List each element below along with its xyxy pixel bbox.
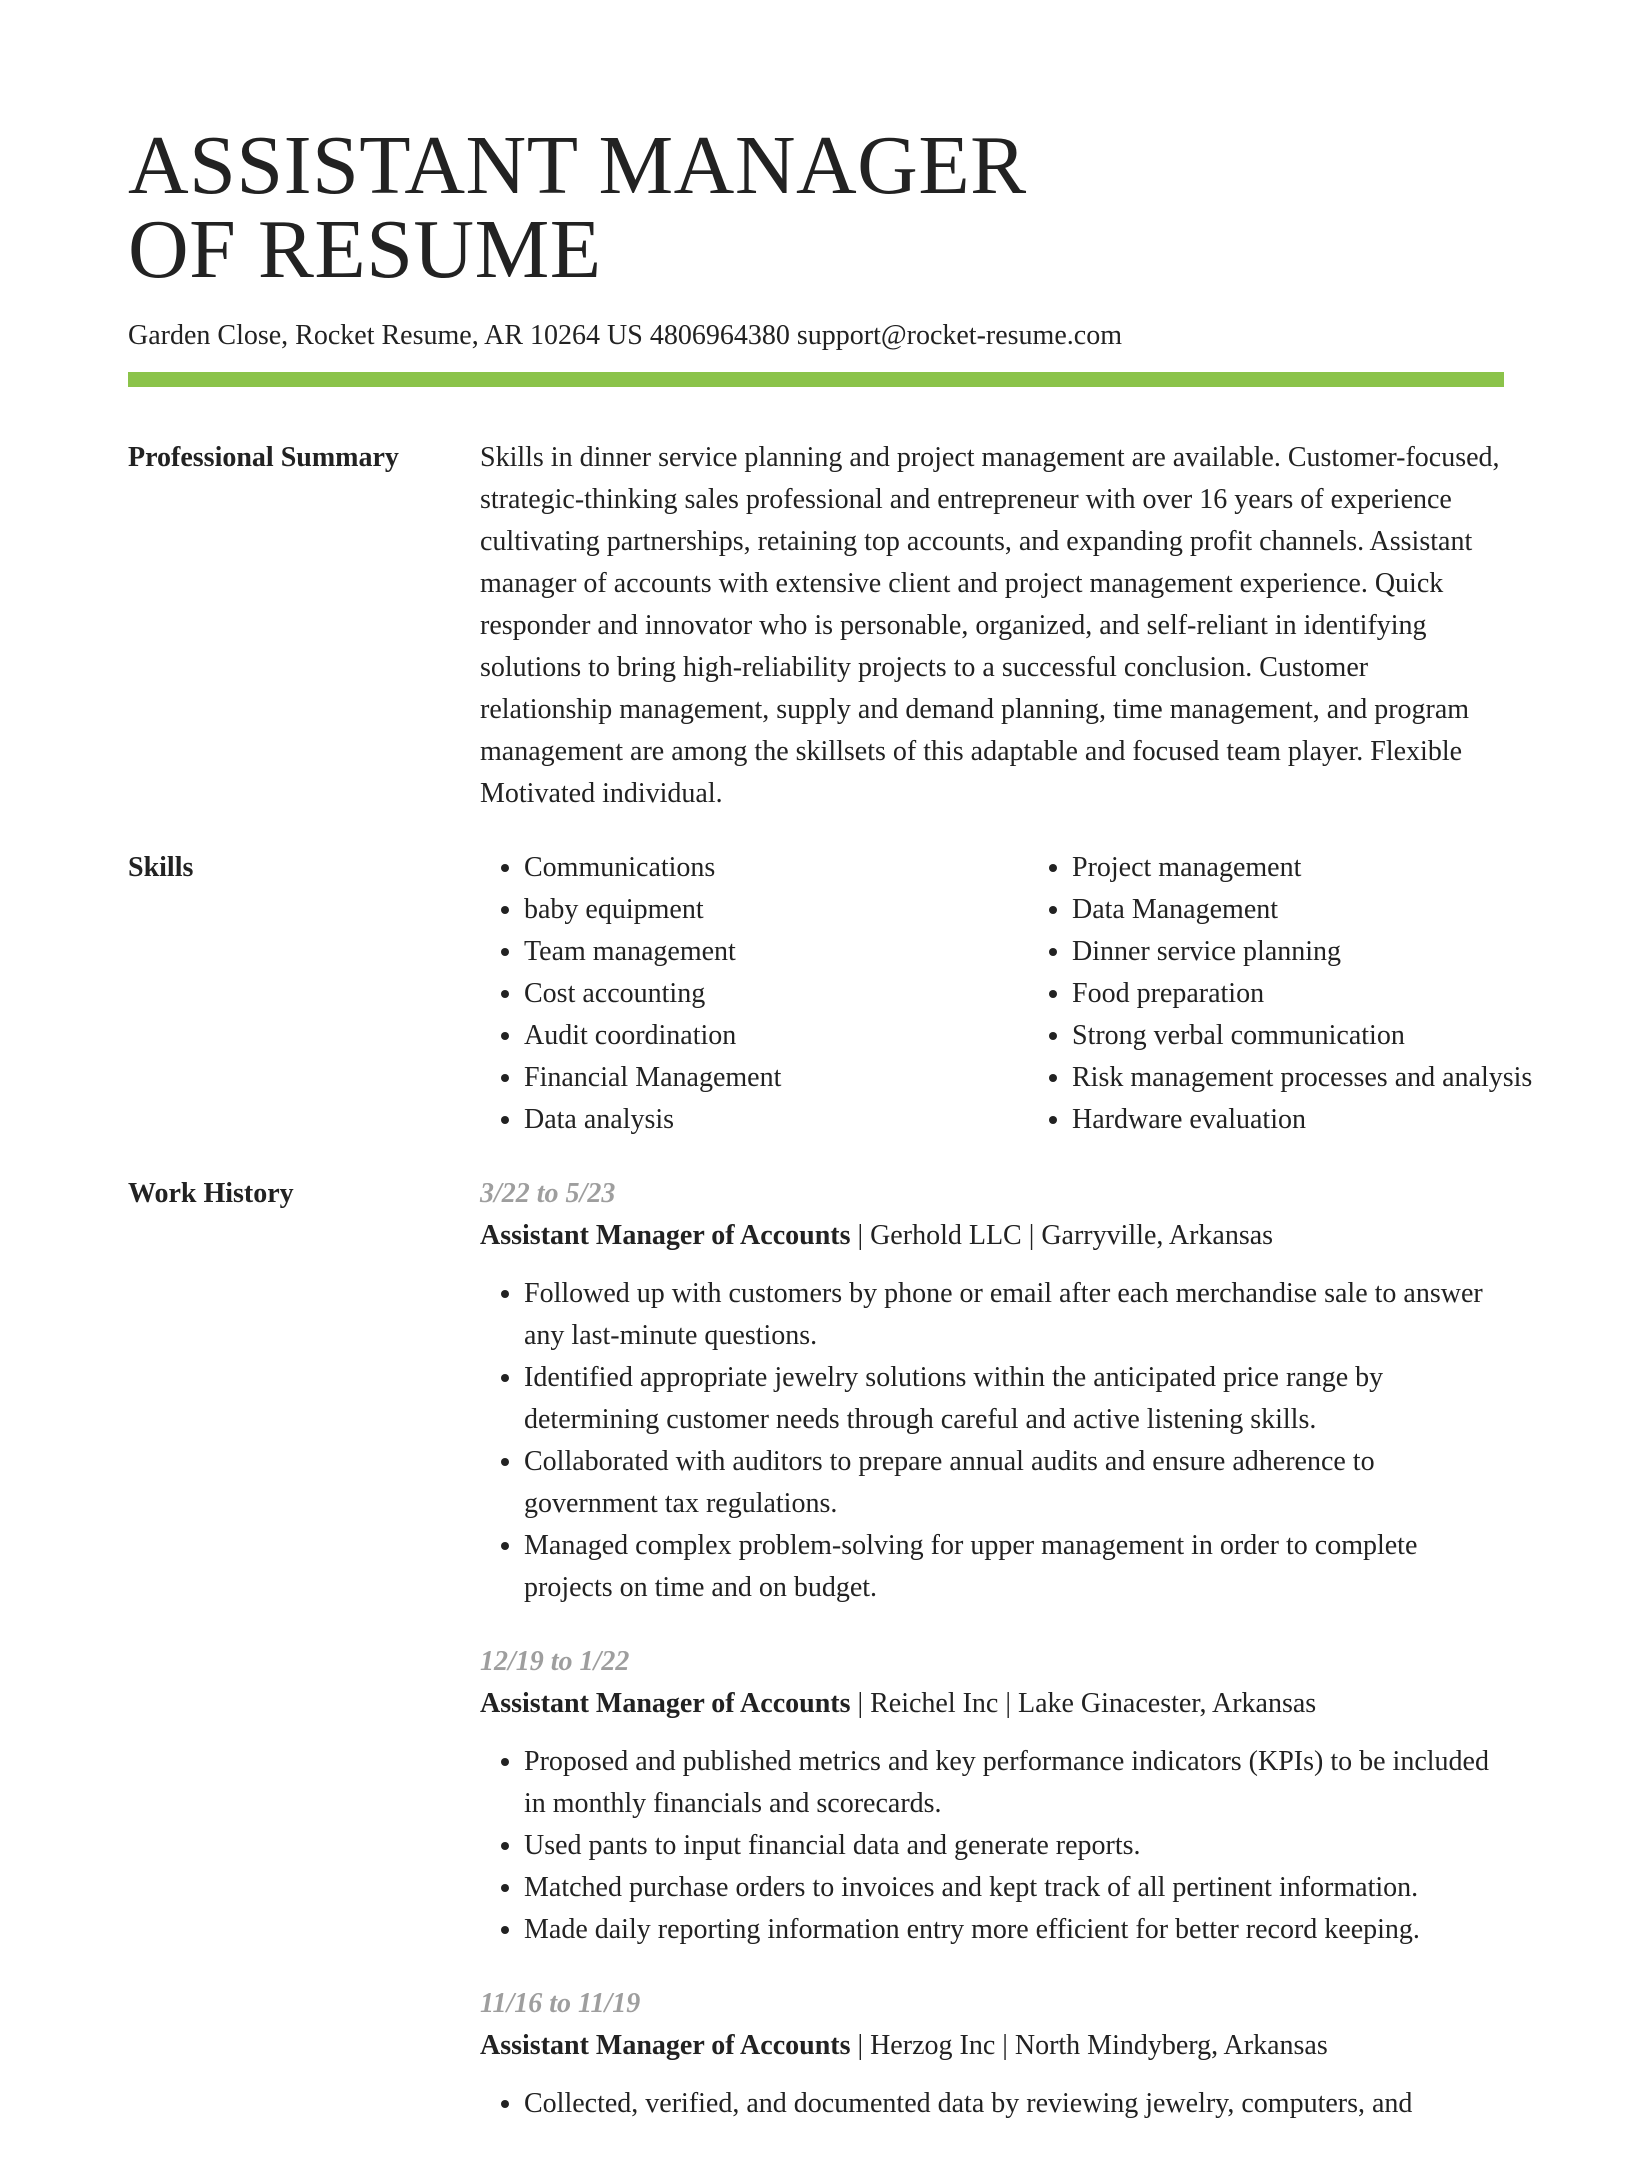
job-heading	[480, 1215, 1504, 1257]
skill-item: • Risk management processes and analysis	[1072, 1057, 1532, 1099]
resume-title	[128, 0, 1504, 296]
job-title: Assistant Manager of Accounts	[480, 2030, 851, 2061]
job-bullet-list	[480, 1273, 1504, 1609]
job-bullet: • Proposed and published metrics and key performance indicators (KPIs) to be included in monthly financials and scorecards.	[524, 1741, 1504, 1825]
job-bullet-list	[480, 2083, 1504, 2125]
contact-line: Garden Close, Rocket Resume, AR 10264 US 4806964380 support@rocket-resume.com	[128, 320, 1122, 351]
skill-item: • Project management	[1072, 847, 1532, 889]
job-entry	[480, 1641, 1504, 1951]
skill-item: • Hardware evaluation	[1072, 1099, 1532, 1141]
skill-item: • Food preparation	[1072, 973, 1532, 1015]
job-bullet: • Managed complex problem-solving for upper management in order to complete projects on time and on budget.	[524, 1525, 1504, 1609]
professional-summary-section	[128, 437, 1504, 815]
skills-columns	[480, 847, 1532, 1141]
skills-list-right	[1028, 847, 1532, 1141]
skill-item: • Dinner service planning	[1072, 931, 1532, 973]
skill-item: • Data Management	[1072, 889, 1532, 931]
job-bullet: • Collaborated with auditors to prepare annual audits and ensure adherence to government tax regulations.	[524, 1441, 1504, 1525]
job-company-location: | Reichel Inc | Lake Ginacester, Arkansas	[850, 1688, 1317, 1719]
skills-list-left	[480, 847, 1028, 1141]
job-company-location: | Gerhold LLC | Garryville, Arkansas	[850, 1220, 1274, 1251]
job-company-location: | Herzog Inc | North Mindyberg, Arkansas	[850, 2030, 1328, 2061]
job-bullet: • Used pants to input financial data and generate reports.	[524, 1825, 1504, 1867]
job-bullet: • Collected, verified, and documented data by reviewing jewelry, computers, and	[524, 2083, 1504, 2125]
job-bullet-list	[480, 1741, 1504, 1951]
skill-item: • Communications	[524, 847, 1028, 889]
job-title: Assistant Manager of Accounts	[480, 1688, 851, 1719]
job-dates: 12/19 to 1/22	[480, 1646, 630, 1677]
skills-section	[128, 847, 1533, 1141]
job-title: Assistant Manager of Accounts	[480, 1220, 851, 1251]
accent-divider	[128, 372, 1504, 387]
skill-item: • Strong verbal communication	[1072, 1015, 1532, 1057]
resume-title-line-2: OF RESUME	[128, 203, 602, 296]
skill-item: • Team management	[524, 931, 1028, 973]
skill-item: • Financial Management	[524, 1057, 1028, 1099]
job-bullet: • Matched purchase orders to invoices and kept track of all pertinent information.	[524, 1867, 1504, 1909]
job-dates: 3/22 to 5/23	[480, 1178, 616, 1209]
resume-title-line-1: ASSISTANT MANAGER	[128, 119, 1027, 212]
section-label-professional-summary: Professional Summary	[128, 442, 399, 473]
job-dates: 11/16 to 11/19	[480, 1988, 641, 2019]
skill-item: • Audit coordination	[524, 1015, 1028, 1057]
section-label-skills: Skills	[128, 852, 194, 883]
work-history-section	[128, 1173, 1504, 2157]
job-entry	[480, 1983, 1504, 2125]
skill-item: • Cost accounting	[524, 973, 1028, 1015]
job-heading	[480, 1683, 1504, 1725]
section-label-work-history: Work History	[128, 1178, 294, 1209]
work-history-entries	[480, 1173, 1504, 2157]
professional-summary-text: Skills in dinner service planning and project management are available. Customer-focused, strategic-thinking sales professional and entrepreneur with over 16 years of experience cultivating partnerships, retaining top accounts, and expanding profit channels. Assistant manager of accounts with extensive client and project management experience. Quick responder and innovator who is personable, organized, and self-reliant in identifying solutions to bring high-reliability projects to a successful conclusion. Customer relationship management, supply and demand planning, time management, and program management are among the skillsets of this adaptable and focused team player. Flexible Motivated individual.	[480, 442, 1500, 809]
skill-item: • Data analysis	[524, 1099, 1028, 1141]
resume-page	[128, 0, 1533, 2157]
job-entry	[480, 1173, 1504, 1609]
job-bullet: • Followed up with customers by phone or email after each merchandise sale to answer any last-minute questions.	[524, 1273, 1504, 1357]
job-heading	[480, 2025, 1504, 2067]
job-bullet: • Identified appropriate jewelry solutions within the anticipated price range by determining customer needs through careful and active listening skills.	[524, 1357, 1504, 1441]
job-bullet: • Made daily reporting information entry more efficient for better record keeping.	[524, 1909, 1504, 1951]
skill-item: • baby equipment	[524, 889, 1028, 931]
